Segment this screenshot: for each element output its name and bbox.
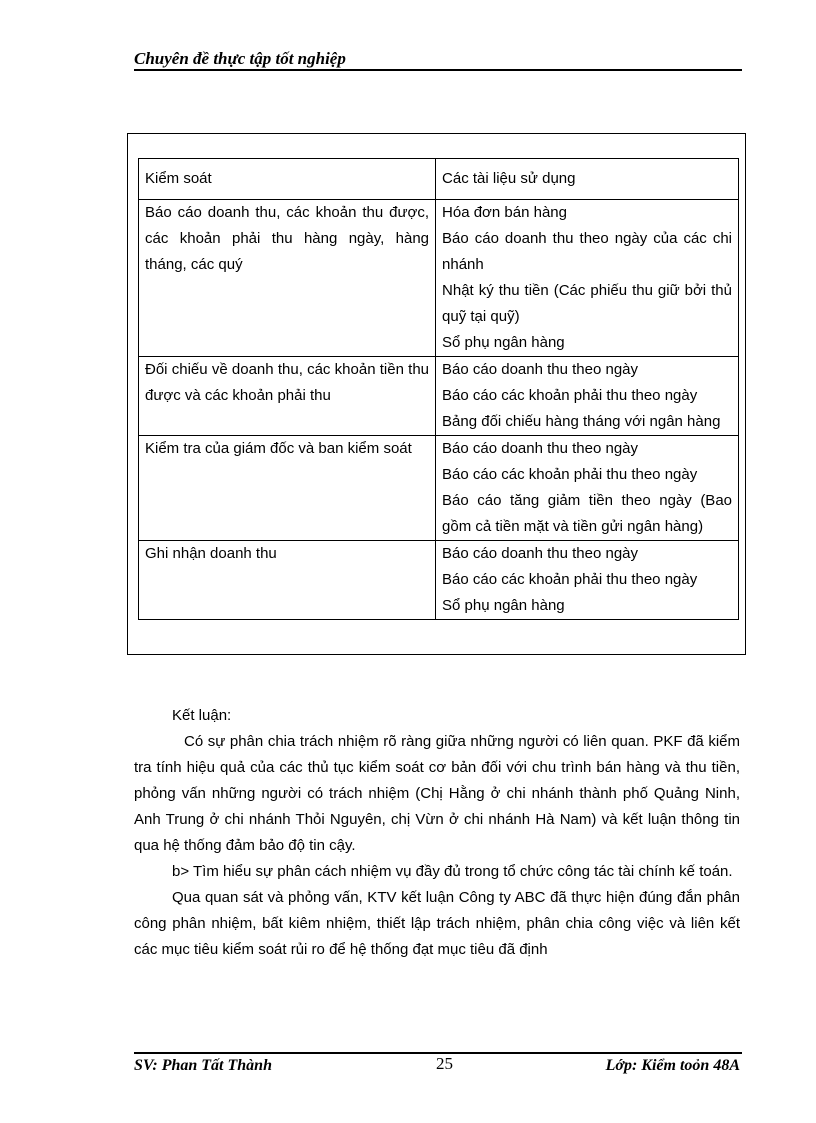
document-item: Báo cáo doanh thu theo ngày của các chi nhánh xyxy=(442,230,732,273)
documents-cell xyxy=(436,357,739,436)
header-control: Kiểm soát xyxy=(139,159,436,200)
control-cell: Đối chiếu về doanh thu, các khoản tiền thu được và các khoản phải thu xyxy=(139,357,436,436)
body-text xyxy=(134,703,740,963)
page-number: 25 xyxy=(436,1054,453,1073)
document-item: Sổ phụ ngân hàng xyxy=(442,597,565,614)
documents-cell xyxy=(436,541,739,620)
footer-class: Lớp: Kiểm toỏn 48A xyxy=(605,1057,740,1074)
control-cell: Ghi nhận doanh thu xyxy=(139,541,436,620)
table-row xyxy=(139,541,739,620)
document-item: Bảng đối chiếu hàng tháng với ngân hàng xyxy=(442,413,721,430)
controls-table xyxy=(138,158,739,620)
document-item: Sổ phụ ngân hàng xyxy=(442,334,565,351)
document-item: Báo cáo các khoản phải thu theo ngày xyxy=(442,387,698,404)
table-row xyxy=(139,357,739,436)
table-row xyxy=(139,200,739,357)
document-item: Báo cáo doanh thu theo ngày xyxy=(442,361,639,378)
document-item: Báo cáo các khoản phải thu theo ngày xyxy=(442,466,698,483)
control-cell: Báo cáo doanh thu, các khoản thu được, các khoản phải thu hàng ngày, hàng tháng, các quý xyxy=(139,200,436,357)
documents-cell xyxy=(436,436,739,541)
observation-paragraph: Qua quan sát và phỏng vấn, KTV kết luận Công ty ABC đã thực hiện đúng đắn phân công phân nhiệm, bất kiêm nhiệm, thiết lập trách nhiệm, phân chia công việc và liên kết các mục tiêu kiểm soát rủi ro để hệ thống đạt mục tiêu đã định xyxy=(134,889,740,958)
document-item: Báo cáo tăng giảm tiền theo ngày (Bao gồm cả tiền mặt và tiền gửi ngân hàng) xyxy=(442,492,732,535)
table-header-row xyxy=(139,159,739,200)
document-item: Báo cáo doanh thu theo ngày xyxy=(442,440,639,457)
section-b-heading: b> Tìm hiểu sự phân cách nhiệm vụ đầy đủ trong tổ chức công tác tài chính kế toán. xyxy=(172,863,733,880)
document-item: Báo cáo doanh thu theo ngày xyxy=(442,545,639,562)
document-item: Hóa đơn bán hàng xyxy=(442,204,567,221)
footer-student: SV: Phan Tất Thành xyxy=(134,1057,272,1074)
conclusion-label: Kết luận: xyxy=(172,707,232,724)
header-documents: Các tài liệu sử dụng xyxy=(436,159,739,200)
document-item: Nhật ký thu tiền (Các phiếu thu giữ bởi thủ quỹ tại quỹ) xyxy=(442,282,732,325)
conclusion-paragraph: Có sự phân chia trách nhiệm rõ ràng giữa những người có liên quan. PKF đã kiểm tra tính hiệu quả của các thủ tục kiểm soát cơ bản đối với chu trình bán hàng và thu tiền, phỏng vấn những người có trách nhiệm (Chị Hằng ở chi nhánh thành phố Quảng Ninh, Anh Trung ở chi nhánh Thỏi Nguyên, chị Vừn ở chi nhánh Hà Nam) và kết luận thông tin qua hệ thống đảm bảo độ tin cậy. xyxy=(134,733,740,854)
header-divider xyxy=(134,69,742,71)
control-cell: Kiểm tra của giám đốc và ban kiểm soát xyxy=(139,436,436,541)
table-row xyxy=(139,436,739,541)
page-header-title: Chuyên đề thực tập tốt nghiệp xyxy=(134,49,346,68)
document-item: Báo cáo các khoản phải thu theo ngày xyxy=(442,571,698,588)
documents-cell xyxy=(436,200,739,357)
